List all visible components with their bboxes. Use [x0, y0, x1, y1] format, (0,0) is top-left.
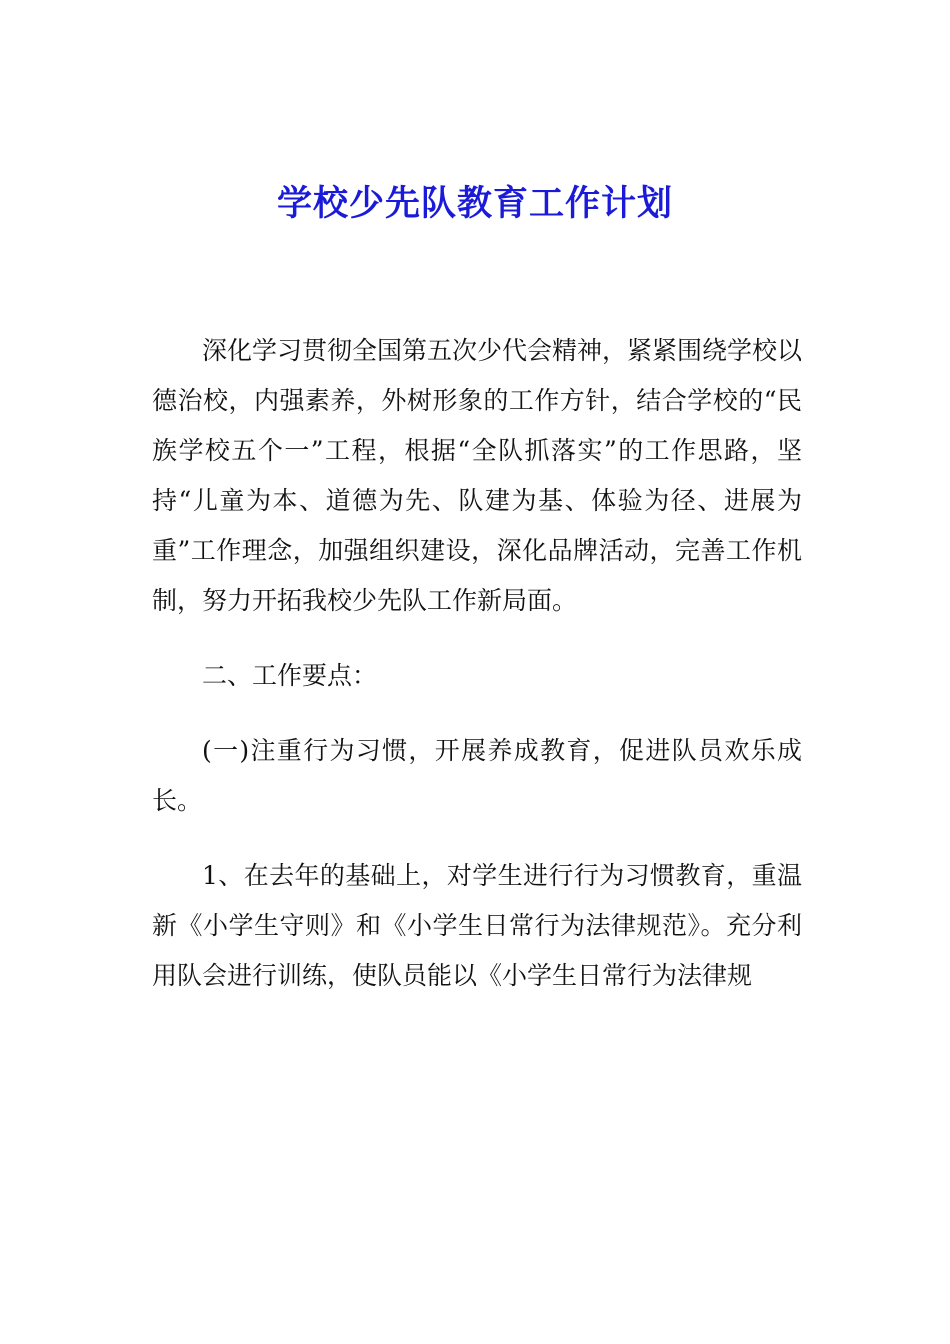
paragraph-section-heading: 二、工作要点： — [202, 661, 378, 690]
paragraph-subsection-1: (一)注重行为习惯，开展养成教育，促进队员欢乐成长。 — [152, 736, 802, 815]
document-title: 学校少先队教育工作计划 — [276, 184, 673, 224]
paragraph-intro: 深化学习贯彻全国第五次少代会精神，紧紧围绕学校以德治校，内强素养，外树形象的工作方针，结合学校的“民族学校五个一”工程，根据“全队抓落实”的工作思路，坚持“儿童为本、道德为先、队建为基、体验为径、进展为重”工作理念，加强组织建设，深化品牌活动，完善工作机制，努力开拓我校少先队工作新局面。 — [152, 336, 803, 615]
document-body — [152, 326, 802, 1026]
paragraph-item-1: 1、在去年的基础上，对学生进行行为习惯教育，重温新《小学生守则》和《小学生日常行为法律规范》。充分利用队会进行训练，使队员能以《小学生日常行为法律规 — [152, 861, 802, 990]
